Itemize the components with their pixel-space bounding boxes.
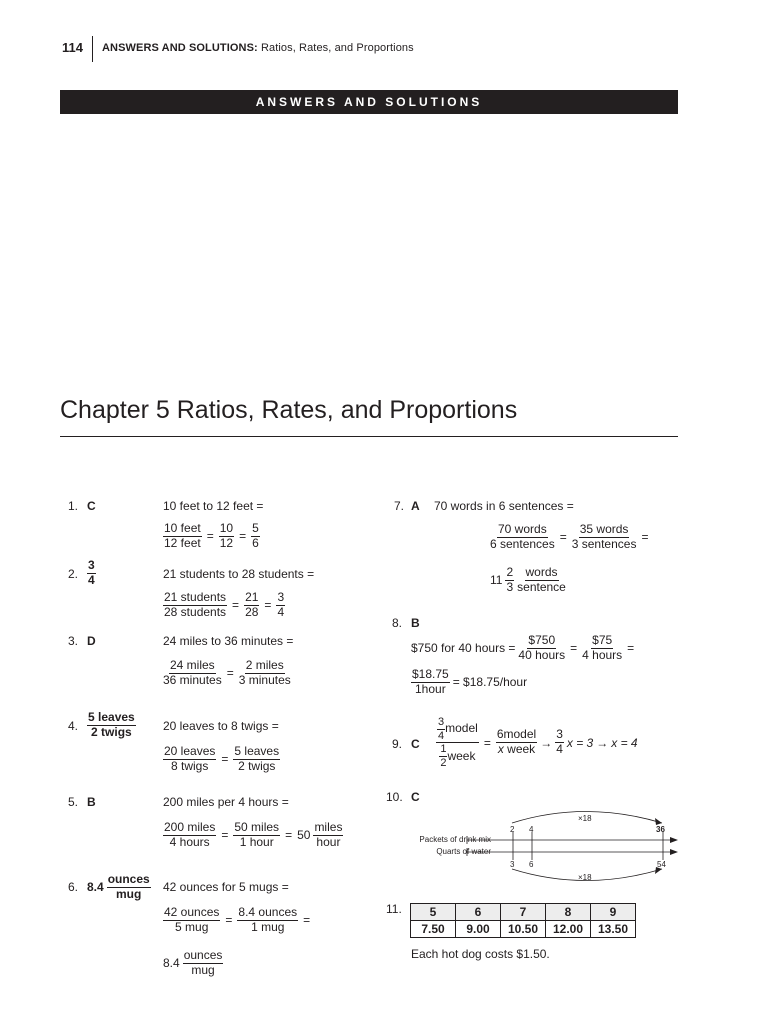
q2-prompt: 21 students to 28 students = [163, 567, 315, 581]
q9-bot-unit: week [447, 748, 476, 763]
q6-solution: $\frac{\text{42 ounces}}{\text{5 mug}}$ = $\frac{\text{8.4 ounces}}{\text{1 mug}}$ = [164, 905, 311, 934]
top-multiplier: ×18 [578, 814, 592, 823]
q1-f3-den: 6 [252, 535, 259, 550]
page-number: 114 [62, 40, 83, 55]
top-tick-label: 36 [656, 825, 665, 834]
header-divider [92, 36, 93, 62]
q8-solution: $750 for 40 hours = $\frac{\$750}{\text{40 hours}}$ = $\frac{\$75}{\text{4 hours}}$ = [411, 633, 635, 662]
q6-f3-num: ounces [183, 948, 223, 962]
q9-answer: C [411, 737, 420, 751]
q9-coef-den: 4 [556, 742, 563, 757]
q9-arrow-1: → [540, 735, 553, 750]
top-line-arrowhead [670, 837, 678, 843]
table-cell: 6 [456, 904, 501, 921]
q2-f3-den: 4 [277, 604, 285, 619]
number-line-label-top: Packets of drink mix [419, 835, 491, 844]
q7-f2-den: 3 sentences [571, 536, 637, 551]
table-cell: 5 [411, 904, 456, 921]
q9-bot-den: 2 [440, 756, 447, 769]
q8-f3-num: $18.75 [412, 667, 449, 681]
table-cell: 7.50 [411, 921, 456, 938]
q2-solution: $\frac{\text{21 students}}{\text{28 students}}$ = $\frac{21}{28}$ = $\frac{3}{4}$ [164, 590, 285, 619]
q2-f1-den: 28 students [164, 604, 227, 619]
q2-f1-num: 21 students [164, 590, 227, 604]
q1-f1-den: 12 feet [164, 535, 201, 550]
q6-f3-den: mug [191, 962, 215, 977]
q8-result-text: = $18.75/hour [452, 675, 528, 690]
q5-f1-den: 4 hours [169, 834, 210, 849]
q6-answer [87, 873, 151, 902]
q4-f1-den: 8 twigs [171, 758, 209, 773]
q5-f1-num: 200 miles [164, 820, 216, 834]
table-row [411, 904, 636, 921]
q4-answer [87, 711, 136, 740]
q3-prompt: 24 miles to 36 minutes = [163, 634, 294, 648]
q10-answer: C [411, 790, 420, 804]
bottom-line-arrowhead [670, 849, 678, 855]
q10-number: 10. [386, 790, 403, 804]
q7-f1-num: 70 words [498, 522, 547, 536]
q7-mix-den: 3 [506, 579, 514, 594]
q9-top-num: 3 [438, 716, 445, 728]
q9-bot-num: 1 [440, 743, 447, 756]
q3-f1-den: 36 minutes [163, 672, 222, 687]
q8-prompt: $750 for 40 hours = [411, 641, 516, 656]
q7-prompt: 70 words in 6 sentences = [434, 499, 574, 513]
chapter-title: Chapter 5 Ratios, Rates, and Proportions [60, 396, 518, 424]
q6-f2-num: 8.4 ounces [238, 905, 298, 919]
q3-f2-num: 2 miles [245, 658, 284, 672]
q8-f2-num: $75 [592, 633, 613, 647]
q6-f1-den: 5 mug [175, 919, 209, 934]
q3-f2-den: 3 minutes [238, 672, 291, 687]
q6-ans-num: ounces [107, 872, 150, 886]
q4-ans-num: 5 leaves [88, 710, 135, 724]
q9-expr-2: x = 4 [611, 735, 638, 750]
section-banner: ANSWERS AND SOLUTIONS [60, 90, 678, 114]
bottom-tick-label: 6 [529, 860, 534, 869]
q5-f3-num: miles [314, 820, 343, 834]
q8-result [411, 668, 527, 697]
q2-ans-den: 4 [88, 572, 95, 587]
q11-note: Each hot dog costs $1.50. [411, 947, 550, 961]
q7-result [490, 566, 566, 595]
q6-ans-whole: 8.4 [87, 880, 104, 895]
table-row [411, 921, 636, 938]
table-cell: 9 [591, 904, 636, 921]
q7-f3-den: sentence [517, 579, 566, 594]
q5-number: 5. [68, 795, 79, 809]
q4-ans-den: 2 twigs [91, 724, 132, 739]
q9-expr-1: x = 3 [566, 735, 594, 750]
q7-answer: A [411, 499, 420, 513]
q6-whole: 8.4 [163, 956, 180, 971]
q2-ans-num: 3 [88, 558, 95, 572]
q9-solution: $\frac{3}{4}$ model $\frac{1}{2}$ week = $\frac{\text{6model}}{\text{x week}}$ → $\frac{3}{4}$ x = 3 → x = 4 [438, 716, 638, 769]
q5-whole: 50 [297, 828, 311, 843]
q6-result [163, 949, 223, 978]
q7-f2-num: 35 words [579, 522, 629, 536]
table-cell: 13.50 [591, 921, 636, 938]
q1-solution: $\frac{\text{10 feet}}{\text{12 feet}}$ = $\frac{10}{12}$ = $\frac{5}{6}$ [164, 521, 259, 550]
q3-number: 3. [68, 634, 79, 648]
q6-f1-num: 42 ounces [164, 905, 220, 919]
q8-number: 8. [392, 616, 403, 630]
q4-f1-num: 20 leaves [164, 744, 216, 758]
q3-answer: D [87, 634, 96, 648]
running-header [102, 42, 414, 54]
running-header-rest: Ratios, Rates, and Proportions [257, 42, 414, 54]
q8-f1-den: 40 hours [518, 647, 566, 662]
q2-number: 2. [68, 567, 79, 581]
q5-f2-num: 50 miles [234, 820, 280, 834]
q1-answer: C [87, 499, 96, 513]
table-cell: 9.00 [456, 921, 501, 938]
q6-ans-den: mug [116, 886, 142, 901]
table-cell: 7 [501, 904, 546, 921]
q9-rhs-var: x [497, 742, 504, 757]
q9-number: 9. [392, 737, 403, 751]
hot-dog-table [410, 903, 636, 938]
q8-answer: B [411, 616, 420, 630]
q7-number: 7. [394, 499, 405, 513]
q6-number: 6. [68, 880, 79, 894]
bottom-multiplier: ×18 [578, 873, 592, 882]
table-cell: 10.50 [501, 921, 546, 938]
top-arc-arrowhead [655, 818, 662, 825]
q5-f2-den: 1 hour [239, 834, 274, 849]
q2-f2-num: 21 [245, 590, 259, 604]
q1-prompt: 10 feet to 12 feet = [163, 499, 264, 513]
q4-f2-num: 5 leaves [234, 744, 280, 758]
q9-rhs-den [498, 743, 535, 757]
q4-f2-den: 2 twigs [238, 758, 276, 773]
number-line-label-bottom: Quarts of water [436, 847, 491, 856]
q1-number: 1. [68, 499, 79, 513]
q1-f2-den: 12 [219, 535, 234, 550]
table-cell: 8 [546, 904, 591, 921]
q9-rhs-num: 6model [496, 727, 537, 742]
q1-f2-num: 10 [219, 521, 234, 535]
q1-f3-num: 5 [252, 521, 259, 535]
q5-f3-den: hour [316, 834, 341, 849]
q7-f1-den: 6 sentences [490, 536, 555, 551]
q1-f1-num: 10 feet [164, 521, 201, 535]
q6-prompt: 42 ounces for 5 mugs = [163, 880, 289, 894]
q5-solution: $\frac{\text{200 miles}}{\text{4 hours}}$ = $\frac{\text{50 miles}}{\text{1 hour}}$ = 50 $\frac{\text{miles}}{\text{hour}}$ [164, 820, 343, 849]
q7-whole: 11 [490, 573, 503, 588]
table-cell: 12.00 [546, 921, 591, 938]
bottom-tick-label: 54 [657, 860, 666, 869]
q3-f1-num: 24 miles [170, 658, 215, 672]
q4-prompt: 20 leaves to 8 twigs = [163, 719, 279, 733]
q7-f3-num: words [525, 565, 558, 579]
top-tick-label: 2 [510, 825, 515, 834]
q11-number: 11. [386, 902, 402, 916]
q9-rhs-unit: week [503, 742, 536, 757]
q5-answer: B [87, 795, 96, 809]
q9-top-den: 4 [438, 729, 445, 742]
q8-f2-den: 4 hours [582, 647, 623, 662]
q8-f3-den: 1hour [415, 681, 446, 696]
running-header-bold: ANSWERS AND SOLUTIONS: [102, 42, 258, 54]
q4-number: 4. [68, 719, 79, 733]
q7-mix-num: 2 [506, 565, 514, 579]
chapter-rule [60, 436, 678, 437]
q8-f1-num: $750 [528, 633, 556, 647]
q9-arrow-2: → [596, 735, 609, 750]
q2-f3-num: 3 [277, 590, 285, 604]
q2-f2-den: 28 [245, 604, 259, 619]
bottom-tick-label: 3 [510, 860, 515, 869]
q6-f2-den: 1 mug [251, 919, 285, 934]
top-tick-label: 4 [529, 825, 534, 834]
q4-solution: $\frac{\text{20 leaves}}{\text{8 twigs}}$ = $\frac{\text{5 leaves}}{\text{2 twigs}}$ [164, 744, 280, 773]
q5-prompt: 200 miles per 4 hours = [163, 795, 289, 809]
q9-top-unit: model [445, 721, 478, 736]
q7-solution: $\frac{\text{70 words}}{\text{6 sentences}}$ = $\frac{\text{35 words}}{\text{3 sentences}}$ = [490, 522, 649, 551]
q3-solution: $\frac{\text{24 miles}}{\text{36 minutes}}$ = $\frac{\text{2 miles}}{\text{3 minutes}}$ [163, 658, 291, 687]
q2-answer [87, 559, 96, 588]
q9-coef-num: 3 [556, 727, 563, 742]
